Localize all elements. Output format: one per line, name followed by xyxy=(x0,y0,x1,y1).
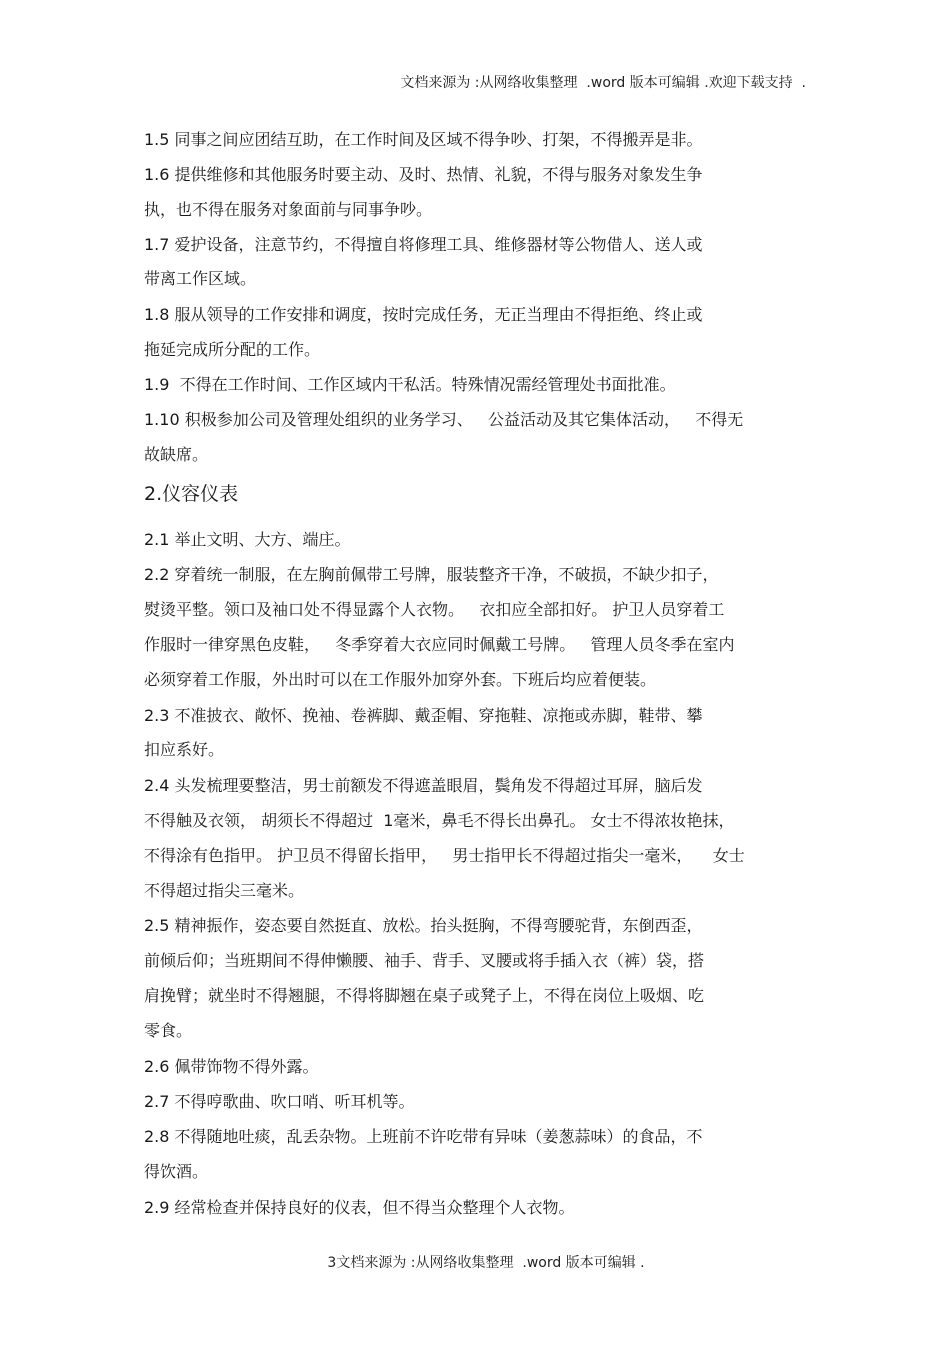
paragraph-1-5: 1.5 同事之间应团结互助，在工作时间及区域不得争吵、打架，不得搬弄是非。 xyxy=(144,130,703,149)
paragraph-2-3-line-2: 扣应系好。 xyxy=(144,740,225,759)
section-heading: 2.仪容仪表 xyxy=(144,483,239,505)
paragraph-2-6: 2.6 佩带饰物不得外露。 xyxy=(144,1057,319,1076)
paragraph-1-8-line-2: 拖延完成所分配的工作。 xyxy=(144,340,321,359)
paragraph-1-8-line-1: 1.8 服从领导的工作安排和调度，按时完成任务，无正当理由不得拒绝、终止或 xyxy=(144,305,703,324)
paragraph-2-4-line-3: 不得涂有色指甲。 护卫员不得留长指甲， 男士指甲长不得超过指尖一毫米， 女士 xyxy=(144,846,745,865)
paragraph-1-7-line-2: 带离工作区域。 xyxy=(144,269,257,288)
paragraph-2-7: 2.7 不得哼歌曲、吹口哨、听耳机等。 xyxy=(144,1092,415,1111)
paragraph-2-2-line-1: 2.2 穿着统一制服，在左胸前佩带工号牌，服装整齐干净，不破损，不缺少扣子， xyxy=(144,565,719,584)
paragraph-2-5-line-2: 前倾后仰；当班期间不得伸懒腰、袖手、背手、叉腰或将手插入衣（裤）袋，搭 xyxy=(144,951,705,970)
paragraph-2-9: 2.9 经常检查并保持良好的仪表，但不得当众整理个人衣物。 xyxy=(144,1198,575,1217)
paragraph-2-8-line-1: 2.8 不得随地吐痰，乱丢杂物。上班前不许吃带有异味（姜葱蒜味）的食品，不 xyxy=(144,1127,703,1146)
paragraph-2-4-line-2: 不得触及衣领， 胡须长不得超过 1毫米，鼻毛不得长出鼻孔。 女士不得浓妆艳抹， xyxy=(144,811,735,830)
paragraph-2-3-line-1: 2.3 不准披衣、敞怀、挽袖、卷裤脚、戴歪帽、穿拖鞋、凉拖或赤脚，鞋带、攀 xyxy=(144,706,703,725)
page-header: 文档来源为 :从网络收集整理 .word 版本可编辑 .欢迎下载支持 . xyxy=(400,75,806,91)
paragraph-2-4-line-4: 不得超过指尖三毫米。 xyxy=(144,881,305,900)
paragraph-2-2-line-4: 必须穿着工作服，外出时可以在工作服外加穿外套。下班后均应着便装。 xyxy=(144,670,657,689)
paragraph-1-9: 1.9 不得在工作时间、工作区域内干私活。特殊情况需经管理处书面批准。 xyxy=(144,375,676,394)
paragraph-1-10-line-1: 1.10 积极参加公司及管理处组织的业务学习、 公益活动及其它集体活动， 不得无 xyxy=(144,410,744,429)
paragraph-1-7-line-1: 1.7 爱护设备，注意节约，不得擅自将修理工具、维修器材等公物借人、送人或 xyxy=(144,235,703,254)
paragraph-2-2-line-2: 熨烫平整。领口及袖口处不得显露个人衣物。 衣扣应全部扣好。 护卫人员穿着工 xyxy=(144,600,725,619)
paragraph-2-5-line-1: 2.5 精神振作，姿态要自然挺直、放松。抬头挺胸，不得弯腰驼背，东倒西歪， xyxy=(144,916,703,935)
paragraph-2-2-line-3: 作服时一律穿黑色皮鞋， 冬季穿着大衣应同时佩戴工号牌。 管理人员冬季在室内 xyxy=(144,635,735,654)
paragraph-1-6-line-2: 执，也不得在服务对象面前与同事争吵。 xyxy=(144,200,433,219)
page-footer: 3文档来源为 :从网络收集整理 .word 版本可编辑 . xyxy=(327,1255,645,1271)
paragraph-2-5-line-3: 肩挽臂；就坐时不得翘腿，不得将脚翘在桌子或凳子上，不得在岗位上吸烟、吃 xyxy=(144,986,705,1005)
paragraph-2-5-line-4: 零食。 xyxy=(144,1021,193,1040)
paragraph-2-1: 2.1 举止文明、大方、端庄。 xyxy=(144,530,351,549)
paragraph-2-4-line-1: 2.4 头发梳理要整洁，男士前额发不得遮盖眼眉，鬓角发不得超过耳屏，脑后发 xyxy=(144,776,703,795)
paragraph-1-6-line-1: 1.6 提供维修和其他服务时要主动、及时、热情、礼貌，不得与服务对象发生争 xyxy=(144,165,703,184)
paragraph-2-8-line-2: 得饮酒。 xyxy=(144,1162,209,1181)
paragraph-1-10-line-2: 故缺席。 xyxy=(144,445,209,464)
